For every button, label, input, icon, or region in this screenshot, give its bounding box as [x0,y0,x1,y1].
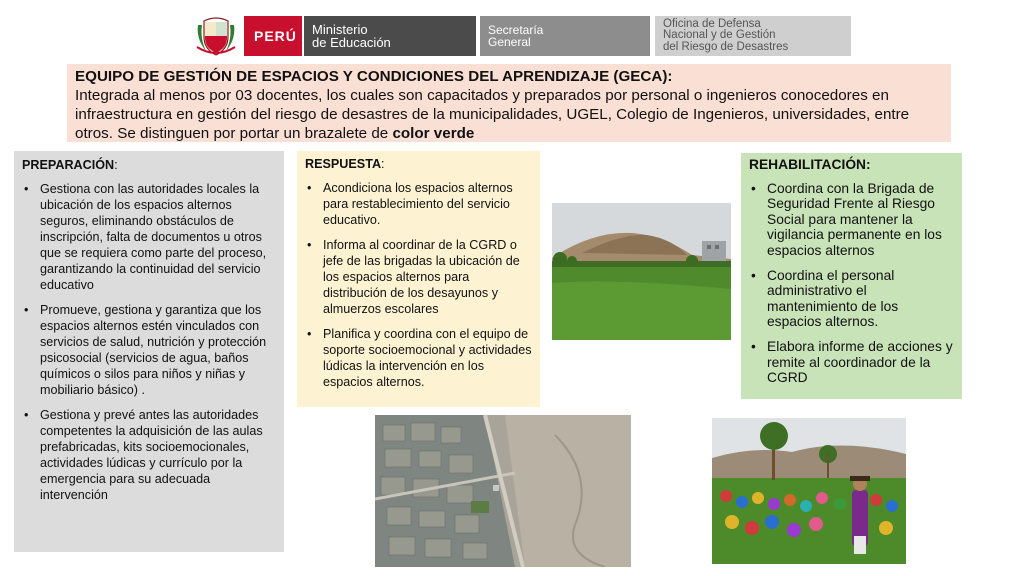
list-item: • Gestiona con las autoridades locales la ubicación de los espacios alternos seguros, eliminando obstáculos de inscripción, falta de documentos u otros que se requiera como parte del proceso, garantizando la continuidad del servicio educativo [22,181,276,293]
geca-heading: EQUIPO DE GESTIÓN DE ESPACIOS Y CONDICIONES DEL APRENDIZAJE (GECA): [75,68,673,85]
respuesta-panel [297,151,540,407]
list-item: • Planifica y coordina con el equipo de soporte socioemocional y actividades lúdicas la intervención en los espacios alternos. [305,326,532,390]
ministerio-line2: de Educación [312,35,391,50]
preparacion-list [22,181,276,503]
preparacion-panel [14,151,284,552]
geca-description: Integrada al menos por 03 docentes, los cuales son capacitados y preparados por personal o ingenieros conocedores en infraestructura en gestión del riesgo de desastres de la municipalidades, UGEL, Colegio de Ingenieros, universidades, entre otros. Se distinguen por portar un brazalete de [75,87,910,142]
rehabilitacion-list [749,181,954,386]
respuesta-heading-text: RESPUESTA [305,157,382,171]
list-item: • Gestiona y prevé antes las autoridades competentes la adquisición de las aulas prefabricadas, kits socioemocionales, actividades lúdicas y currículo por la emergencia para su adecuada intervención [22,407,276,503]
oficina-line2: Nacional y de Gestión [663,29,776,42]
geca-title-box [67,64,951,142]
preparacion-heading-text: PREPARACIÓN [22,158,115,172]
list-item: • Acondiciona los espacios alternos para restablecimiento del servicio educativo. [305,180,532,228]
geca-emphasis: color verde [392,125,475,142]
list-item: • Elabora informe de acciones y remite al coordinador de la CGRD [749,339,954,386]
rehabilitacion-heading: REHABILITACIÓN: [749,157,871,172]
secretaria-line1: Secretaría [488,23,544,37]
list-item: • Informa al coordinar de la CGRD o jefe de las brigadas la ubicación de los espacios alternos para distribución de los desayunos y almuerzos escolares [305,237,532,317]
respuesta-list [305,180,532,390]
secretaria-line2: General [488,35,531,49]
oficina-line1: Oficina de Defensa [663,17,761,30]
respuesta-heading-colon: : [381,157,385,171]
preparacion-heading [22,157,276,173]
respuesta-heading [305,156,532,172]
ministerio-line1: Ministerio [312,22,368,37]
list-item: • Coordina el personal administrativo el mantenimiento de los espacios alternos. [749,268,954,330]
oficina-defensa-logo [655,16,851,56]
ministerio-educacion-logo [304,16,476,56]
list-item: • Coordina con la Brigada de Seguridad Frente al Riesgo Social para mantener la vigilancia permanente en los espacios alternos [749,181,954,259]
aerial-map-photo [375,415,631,567]
community-gathering-photo [712,418,906,564]
peru-label: PERÚ [254,28,297,44]
peru-shield-icon [194,15,238,57]
park-field-photo [552,203,731,340]
preparacion-heading-colon: : [114,158,118,172]
rehabilitacion-panel [741,153,962,399]
secretaria-general-logo [480,16,650,56]
oficina-line3: del Riesgo de Desastres [663,40,789,53]
list-item: • Promueve, gestiona y garantiza que los espacios alternos estén vinculados con servicios de salud, nutrición y protección psicosocial (servicios de agua, baños químicos o silos para niños y niñas y mobiliario básico) . [22,302,276,398]
peru-brand-label [244,16,302,56]
